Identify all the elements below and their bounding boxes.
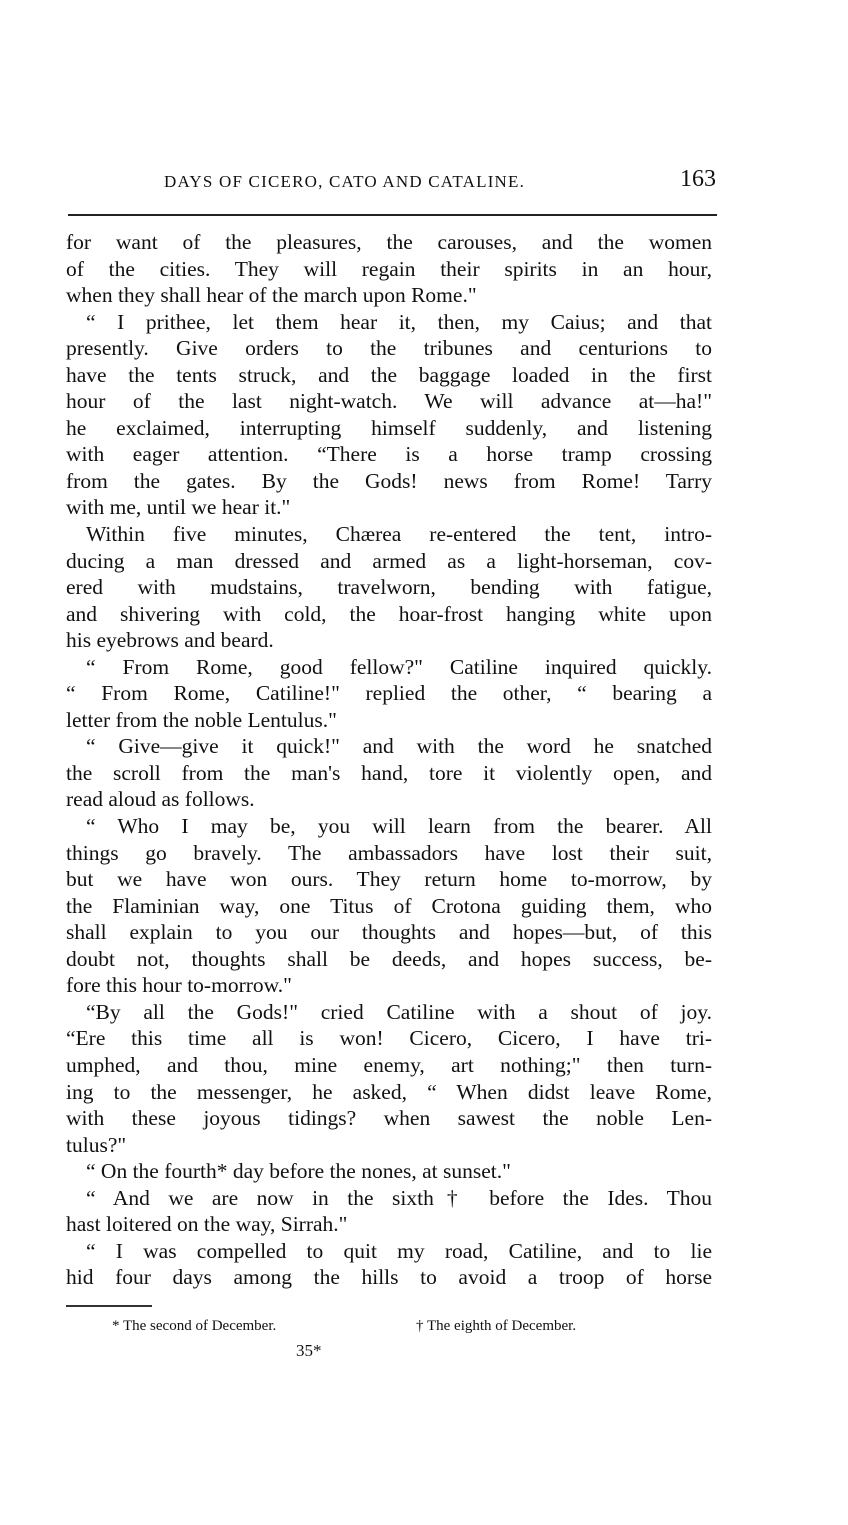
footnote-rule [66, 1305, 152, 1307]
text-line: ing to the messenger, he asked, “ When didst leave Rome, [66, 1079, 712, 1104]
text-line: with eager attention. “There is a horse tramp crossing [66, 442, 712, 467]
text-line: when they shall hear of the march upon Rome." [66, 283, 477, 308]
text-line: he exclaimed, interrupting himself suddenly, and listening [66, 415, 712, 440]
text-line: “ I was compelled to quit my road, Catiline, and to lie [86, 1238, 712, 1263]
text-line: “ From Rome, good fellow?" Catiline inquired quickly. [86, 654, 712, 679]
text-line: doubt not, thoughts shall be deeds, and hopes success, be- [66, 946, 712, 971]
text-line: presently. Give orders to the tribunes and centurions to [66, 336, 712, 361]
text-line: “ Give—give it quick!" and with the word he snatched [86, 734, 712, 759]
text-line: for want of the pleasures, the carouses, and the women [66, 230, 712, 254]
text-line: Within five minutes, Chærea re-entered the tent, intro- [86, 522, 712, 547]
text-line: letter from the noble Lentulus." [66, 707, 337, 732]
text-line: read aloud as follows. [66, 787, 255, 812]
text-line: umphed, and thou, mine enemy, art nothing;" then turn- [66, 1052, 712, 1077]
text-line: “ I prithee, let them hear it, then, my Caius; and that [86, 309, 712, 334]
header-rule [68, 214, 717, 216]
text-line: with these joyous tidings? when sawest the noble Len- [66, 1106, 712, 1131]
text-line: things go bravely. The ambassadors have lost their suit, [66, 840, 712, 865]
text-line: ered with mudstains, travelworn, bending with fatigue, [66, 575, 712, 600]
text-line: have the tents struck, and the baggage loaded in the first [66, 362, 712, 387]
text-line: the Flaminian way, one Titus of Crotona guiding them, who [66, 893, 712, 918]
footnote-2: † The eighth of December. [416, 1318, 577, 1334]
text-line: “ Who I may be, you will learn from the bearer. All [86, 814, 712, 839]
text-line: “Ere this time all is won! Cicero, Cicero, I have tri- [66, 1026, 712, 1051]
signature-mark: 35* [296, 1341, 322, 1360]
text-line: the scroll from the man's hand, tore it violently open, and [66, 760, 712, 785]
text-line: shall explain to you our thoughts and hopes—but, of this [66, 920, 712, 945]
text-line: hast loitered on the way, Sirrah." [66, 1212, 348, 1237]
page-number: 163 [680, 166, 716, 192]
text-line: hid four days among the hills to avoid a troop of horse [66, 1265, 712, 1290]
text-line: with me, until we hear it." [66, 495, 291, 520]
body-text [66, 229, 712, 1291]
text-line: and shivering with cold, the hoar-frost hanging white upon [66, 601, 712, 626]
text-line: his eyebrows and beard. [66, 628, 274, 653]
text-line: tulus?" [66, 1132, 127, 1157]
text-line: of the cities. They will regain their spirits in an hour, [66, 256, 712, 281]
text-line: fore this hour to-morrow." [66, 973, 292, 998]
text-line: “ From Rome, Catiline!" replied the other, “ bearing a [66, 681, 712, 706]
text-line: “ And we are now in the sixth† before the Ides. Thou [86, 1185, 712, 1210]
running-title: DAYS OF CICERO, CATO AND CATALINE. [164, 172, 526, 191]
text-line: “By all the Gods!" cried Catiline with a shout of joy. [86, 999, 712, 1024]
text-line: but we have won ours. They return home to-morrow, by [66, 867, 712, 892]
text-line: hour of the last night-watch. We will advance at—ha!" [66, 389, 712, 414]
text-line: from the gates. By the Gods! news from Rome! Tarry [66, 468, 712, 493]
text-line: ducing a man dressed and armed as a light-horseman, cov- [66, 548, 712, 573]
text-line: “ On the fourth* day before the nones, at sunset." [86, 1159, 511, 1184]
footnote-1: * The second of December. [112, 1318, 277, 1334]
